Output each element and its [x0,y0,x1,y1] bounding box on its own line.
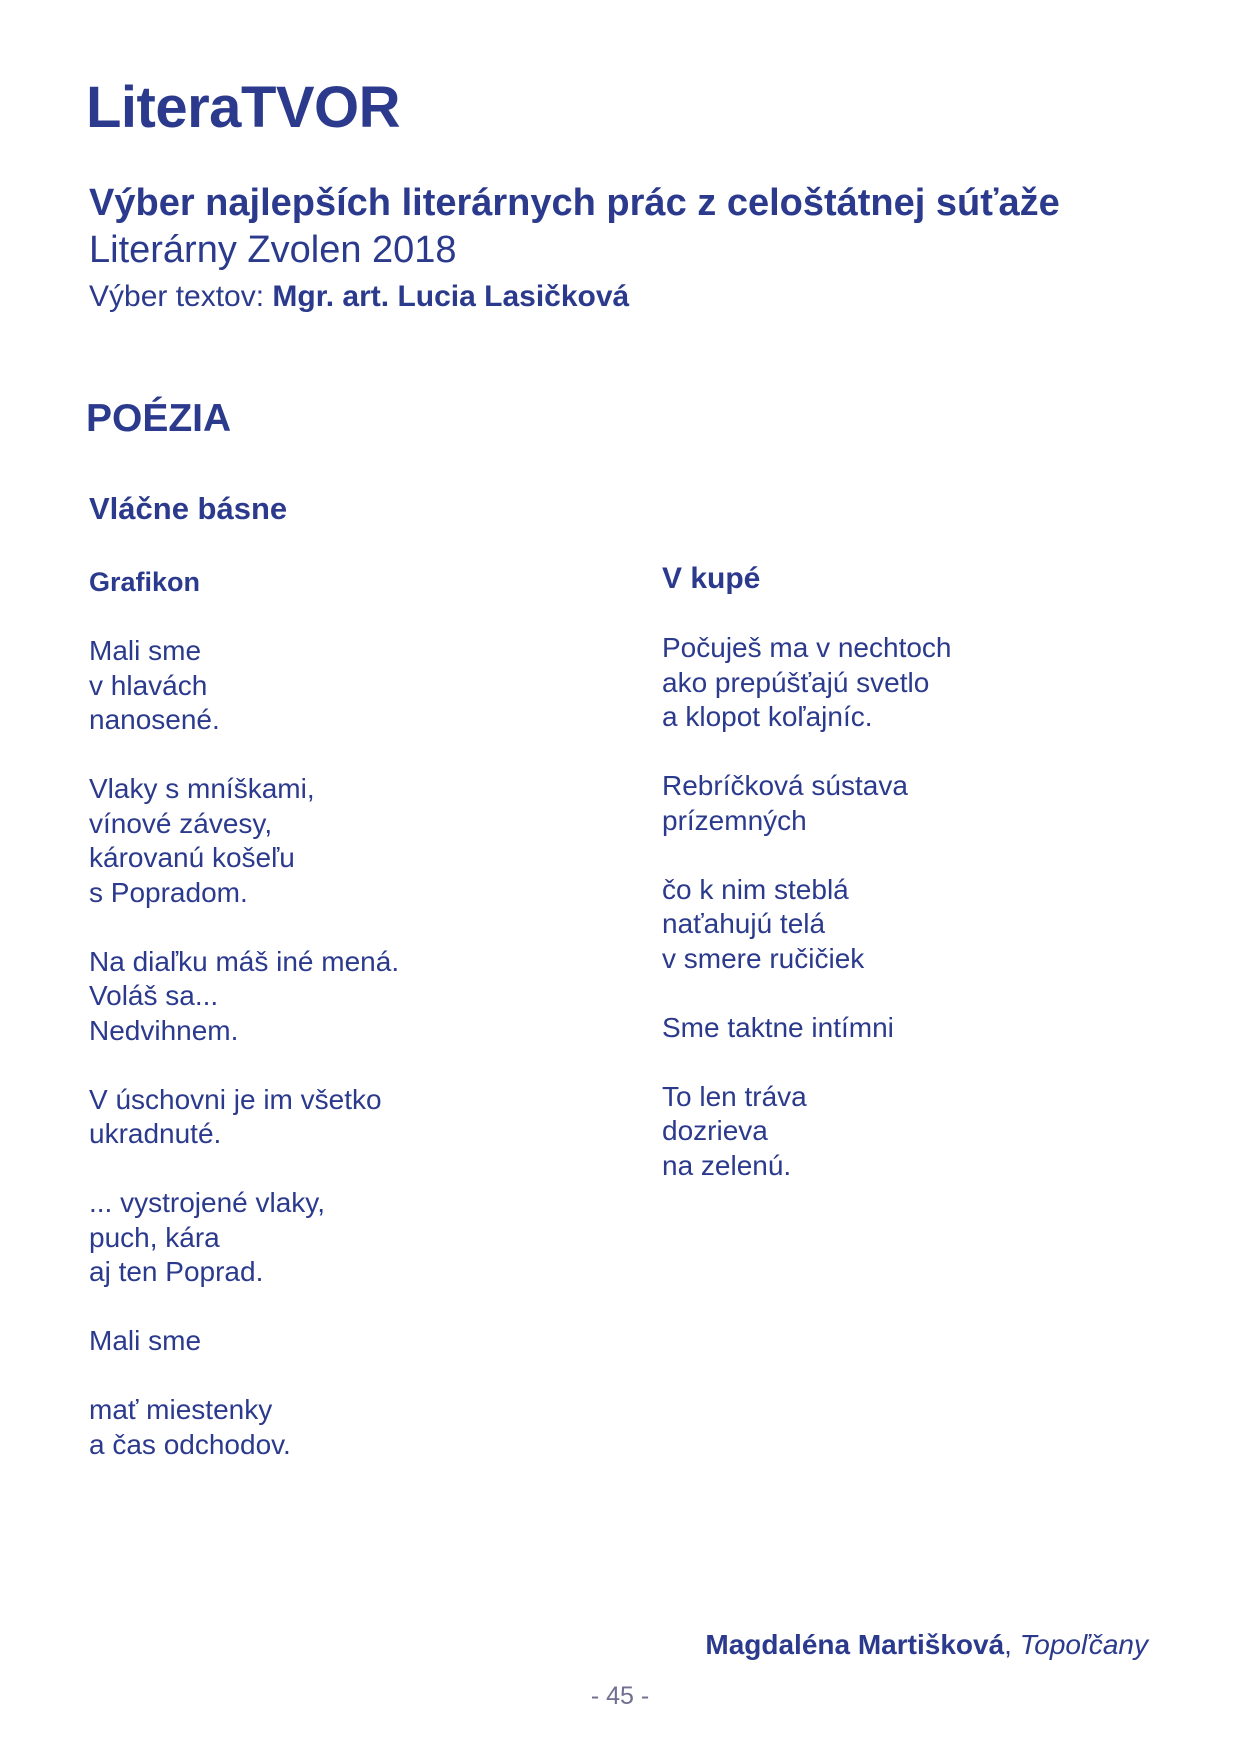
stanza [89,1393,609,1462]
stanza [89,634,609,738]
poem-line: Vlaky s mníškami, [89,773,315,804]
poem-line: čo k nim steblá [662,873,849,905]
stanza [662,1011,1182,1046]
poem-line: mať miestenky [89,1394,273,1425]
poem-v-kupe [662,562,1182,1218]
poem-line: dozrieva [662,1115,768,1146]
poem-line: v smere ručičiek [662,942,865,974]
poem-line: károvanú košeľu [89,842,295,873]
poem-line: V úschovni je im všetko [89,1083,382,1115]
poem-line: ... vystrojené vlaky, [89,1187,326,1218]
stanza [662,631,1182,735]
page-number: - 45 - [590,1682,650,1710]
poem-line: Počuješ ma v nechtoch [662,632,952,663]
selection-editor-name: Mgr. art. Lucia Lasičková [272,280,630,313]
poem-line: Sme taktne intímni [662,1011,894,1043]
subtitle-line-2: Literárny Zvolen 2018 [89,229,457,271]
poem-line: Rebríčková sústava [662,770,908,801]
poem-line: Mali sme [89,1325,202,1356]
poem-line: ako prepúšťajú svetlo [662,666,930,698]
stanza [89,1186,609,1290]
poem-line: na zelenú. [662,1149,792,1181]
poem-line: naťahujú telá [662,908,826,939]
section-heading: POÉZIA [86,397,232,440]
stanza [89,1083,609,1152]
poem-line: puch, kára [89,1221,220,1253]
stanza [662,873,1182,977]
poem-title: V kupé [662,562,761,595]
text-selection-credit [89,279,629,315]
author-place: Topoľčany [1019,1629,1148,1660]
poem-line: nanosené. [89,704,220,735]
stanza [89,772,609,910]
stanza [89,945,609,1049]
poem-line: Mali sme [89,635,202,666]
author-separator: , [1004,1629,1020,1660]
subtitle-line-1: Výber najlepších literárnych prác z celoštátnej súťaže [89,182,1060,224]
page-title: LiteraTVOR [86,75,401,140]
selection-label: Výber textov: [89,280,265,313]
subtitle [89,180,1060,274]
poem-line: Voláš sa... [89,980,219,1011]
poem-line: Na diaľku máš iné mená. [89,945,400,977]
poem-line: s Popradom. [89,876,248,908]
poem-line: a klopot koľajníc. [662,701,873,732]
poem-line: vínové závesy, [89,807,273,839]
poem-title: Grafikon [89,567,201,597]
stanza [89,1324,609,1359]
poem-line: ukradnuté. [89,1118,222,1149]
stanza [662,769,1182,838]
poem-cycle-title: Vláčne básne [89,491,288,526]
poem-line: prízemných [662,804,807,836]
poem-line: Nedvihnem. [89,1014,239,1046]
poem-line: aj ten Poprad. [89,1256,264,1287]
author-credit [705,1628,1148,1662]
author-name: Magdaléna Martišková [705,1629,1005,1660]
poem-grafikon [89,565,609,1497]
poem-line: To len tráva [662,1080,807,1112]
stanza [662,1080,1182,1184]
poem-line: a čas odchodov. [89,1428,291,1460]
poem-line: v hlavách [89,669,208,701]
